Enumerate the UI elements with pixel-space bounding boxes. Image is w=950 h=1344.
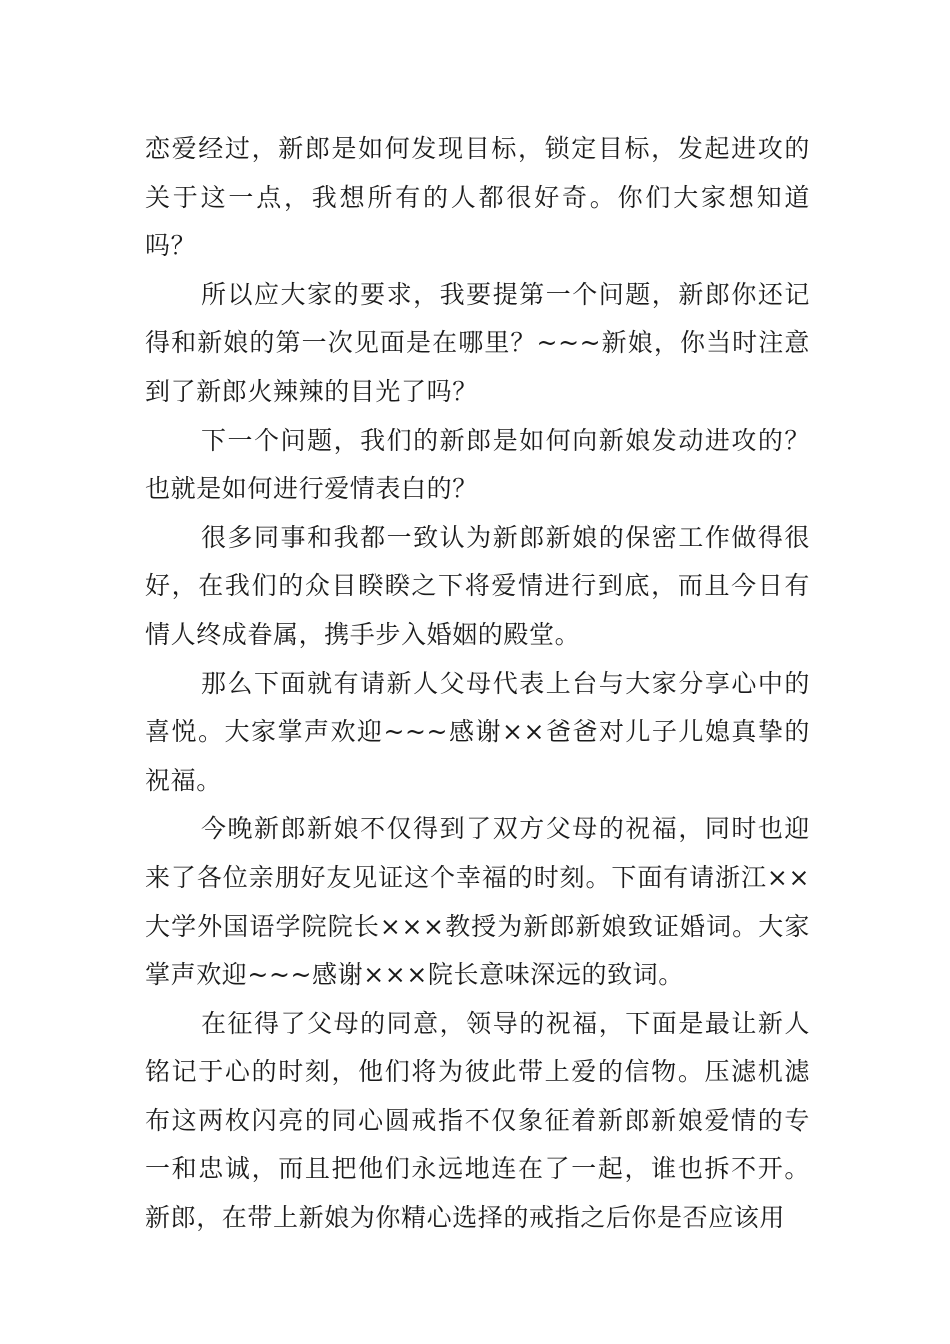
paragraph-4: 很多同事和我都一致认为新郎新娘的保密工作做得很好，在我们的众目睽睽之下将爱情进行到底，而且今日有情人终成眷属，携手步入婚姻的殿堂。 <box>145 522 810 649</box>
document-body <box>145 125 810 1243</box>
paragraph-1: 恋爱经过，新郎是如何发现目标，锁定目标，发起进攻的关于这一点，我想所有的人都很好奇。你们大家想知道吗？ <box>145 134 810 261</box>
paragraph-6: 今晚新郎新娘不仅得到了双方父母的祝福，同时也迎来了各位亲朋好友见证这个幸福的时刻。下面有请浙江××大学外国语学院院长×××教授为新郎新娘致证婚词。大家掌声欢迎~~~感谢×××院长意味深远的致词。 <box>145 814 810 990</box>
paragraph-3: 下一个问题，我们的新郎是如何向新娘发动进攻的？也就是如何进行爱情表白的？ <box>145 425 810 504</box>
paragraph-7: 在征得了父母的同意，领导的祝福，下面是最让新人铭记于心的时刻，他们将为彼此带上爱的信物。压滤机滤布这两枚闪亮的同心圆戒指不仅象征着新郎新娘爱情的专一和忠诚，而且把他们永远地连在了一起，谁也拆不开。新郎，在带上新娘为你精心选择的戒指之后你是否应该用 <box>145 1008 810 1233</box>
paragraph-2: 所以应大家的要求，我要提第一个问题，新郎你还记得和新娘的第一次见面是在哪里？~~~新娘，你当时注意到了新郎火辣辣的目光了吗？ <box>145 279 810 406</box>
paragraph-5: 那么下面就有请新人父母代表上台与大家分享心中的喜悦。大家掌声欢迎~~~感谢××爸爸对儿子儿媳真挚的祝福。 <box>145 668 810 795</box>
